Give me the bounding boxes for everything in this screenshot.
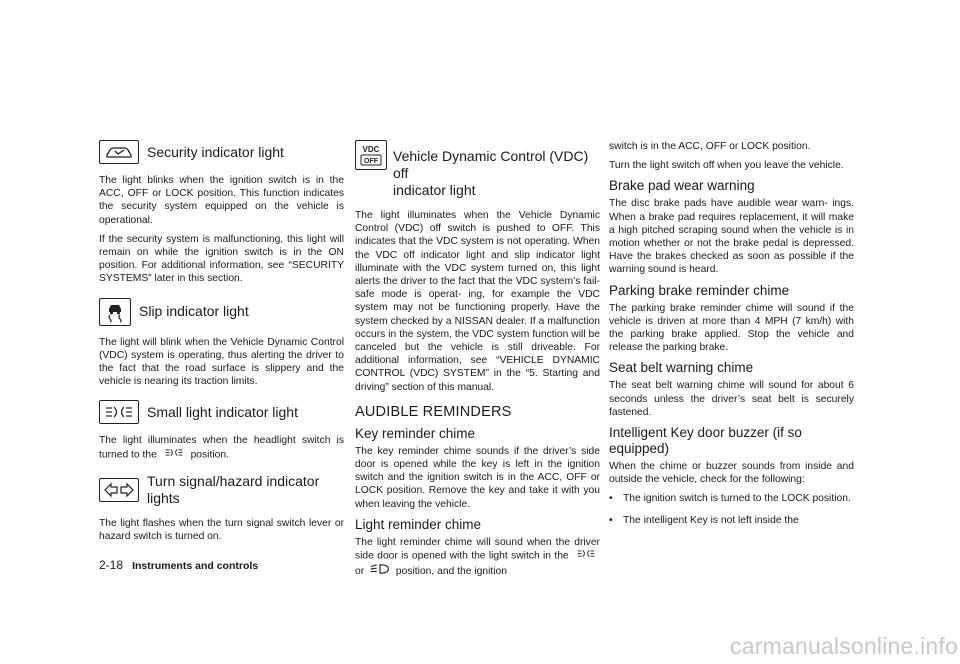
turn-signal-arrows-icon	[99, 478, 139, 502]
security-indicator-title: Security indicator light	[147, 143, 284, 160]
intelligent-key-title-line-2: equipped)	[609, 441, 670, 457]
intelligent-key-bullet-list	[609, 492, 854, 526]
vdc-off-indicator-heading	[355, 140, 600, 198]
svg-text:OFF: OFF	[364, 158, 378, 165]
slip-indicator-heading	[99, 298, 344, 326]
column-2	[355, 140, 600, 585]
audible-reminders-heading: AUDIBLE REMINDERS	[355, 403, 512, 420]
security-paragraph-1: The light blinks when the ignition switch is in the ACC, OFF or LOCK position. This function indicates the security system equipped on the vehicle is operational.	[99, 175, 344, 226]
page-footer	[99, 558, 258, 572]
vdc-paragraph-1: The light illuminates when the Vehicle Dynamic Control (VDC) off switch is pushed to OFF. This indicates that the VDC system is not operating. When the VDC off indicator light and slip indicator light illuminate with the VDC system turned on, this light alerts the driver to the fact that the VDC system’s fail-safe mode is operat- ing, for example the VDC system may not be functioning properly. Have the system checked by a NISSAN dealer. If a malfunction occurs in the system, the VDC system function will be canceled but the vehicle is still driveable. For additional information, see “VEHICLE DYNAMIC CONTROL (VDC) SYSTEM” in the “5. Starting and driving” section of this manual.	[355, 210, 600, 393]
vdc-title-line-1: Vehicle Dynamic Control (VDC) off	[393, 148, 589, 181]
bullet-text: The intelligent Key is not left inside the	[623, 514, 799, 526]
list-item	[609, 492, 854, 505]
bullet-marker: •	[609, 493, 613, 505]
chapter-title: Instruments and controls	[132, 560, 259, 572]
light-reminder-text-a: The light reminder chime will sound when the driver side door is opened with the light switch in the	[355, 536, 600, 562]
small-light-text-b: position.	[190, 448, 229, 460]
column-1	[99, 140, 344, 550]
turn-signal-indicator-heading	[99, 473, 344, 507]
watermark: carmanualsonline.info	[730, 633, 958, 659]
brake-pad-paragraph: The disc brake pads have audible wear warn- ings. When a brake pad requires replacement, it will make a high pitched scraping sound when the vehicle is in motion whether or not the brake pedal is depressed. Have the brakes checked as soon as possible if the warning sound is heard.	[609, 198, 854, 276]
light-reminder-paragraph	[355, 536, 600, 579]
security-indicator-heading	[99, 140, 344, 164]
small-light-inline-icon	[575, 549, 597, 562]
small-light-text-a: The light illuminates when the headlight switch is turned to the	[99, 435, 344, 460]
turn-signal-indicator-title: Turn signal/hazard indicator lights	[147, 473, 320, 507]
small-light-indicator-title: Small light indicator light	[147, 403, 298, 420]
small-light-icon	[99, 400, 139, 424]
light-reminder-heading: Light reminder chime	[355, 516, 482, 532]
intelligent-key-title-line-1: Intelligent Key door buzzer (if so	[609, 425, 802, 441]
column-3	[609, 140, 854, 535]
continued-paragraph-2: Turn the light switch off when you leave the vehicle.	[609, 160, 844, 172]
parking-brake-paragraph: The parking brake reminder chime will sound if the vehicle is driven at more than 4 MPH (7 km/h) with the parking brake applied. Stop the vehicle and release the parking brake.	[609, 302, 854, 354]
bullet-marker: •	[609, 514, 613, 526]
slip-paragraph-1: The light will blink when the Vehicle Dynamic Control (VDC) system is operating, thus alerting the driver to the fact that the road surface is slippery and the vehicle is nearing its traction limits.	[99, 336, 344, 388]
key-reminder-paragraph: The key reminder chime sounds if the driver’s side door is opened while the key is left in the ignition switch and the ignition switch is in the ACC, OFF or LOCK position. Remove the key and take it with you when leaving the vehicle.	[355, 445, 600, 510]
parking-brake-heading: Parking brake reminder chime	[609, 282, 790, 298]
small-light-inline-icon	[163, 448, 185, 461]
seat-belt-heading: Seat belt warning chime	[609, 360, 754, 376]
light-reminder-text-b: or	[355, 565, 365, 577]
headlight-inline-icon	[370, 563, 390, 579]
skid-car-icon	[99, 298, 131, 326]
vdc-off-indicator-title	[393, 148, 600, 199]
light-reminder-text-c: position, and the ignition	[395, 565, 507, 577]
small-light-indicator-heading	[99, 400, 344, 424]
vdc-off-icon	[355, 140, 387, 170]
intelligent-key-paragraph: When the chime or buzzer sounds from inside and outside the vehicle, check for the following:	[609, 461, 854, 486]
brake-pad-heading: Brake pad wear warning	[609, 178, 755, 194]
bullet-text: The ignition switch is turned to the LOCK position.	[623, 493, 851, 505]
vdc-title-line-2: indicator light	[393, 182, 476, 198]
security-paragraph-2: If the security system is malfunctioning, this light will remain on while the ignition switch is in the ON position. For additional information, see “SECURITY SYSTEMS” later in this section.	[99, 233, 344, 285]
page-number: 2-18	[99, 558, 124, 572]
turn-signal-paragraph-1: The light flashes when the turn signal switch lever or hazard switch is turned on.	[99, 518, 344, 543]
continued-paragraph-1: switch is in the ACC, OFF or LOCK position.	[609, 141, 811, 152]
svg-text:VDC: VDC	[362, 145, 380, 154]
key-reminder-heading: Key reminder chime	[355, 425, 476, 441]
seat-belt-paragraph: The seat belt warning chime will sound for about 6 seconds unless the driver’s seat belt is securely fastened.	[609, 380, 854, 418]
security-car-icon	[99, 140, 139, 164]
small-light-paragraph-1	[99, 434, 344, 461]
list-item	[609, 514, 854, 527]
intelligent-key-heading	[609, 425, 854, 457]
slip-indicator-title: Slip indicator light	[139, 303, 249, 320]
